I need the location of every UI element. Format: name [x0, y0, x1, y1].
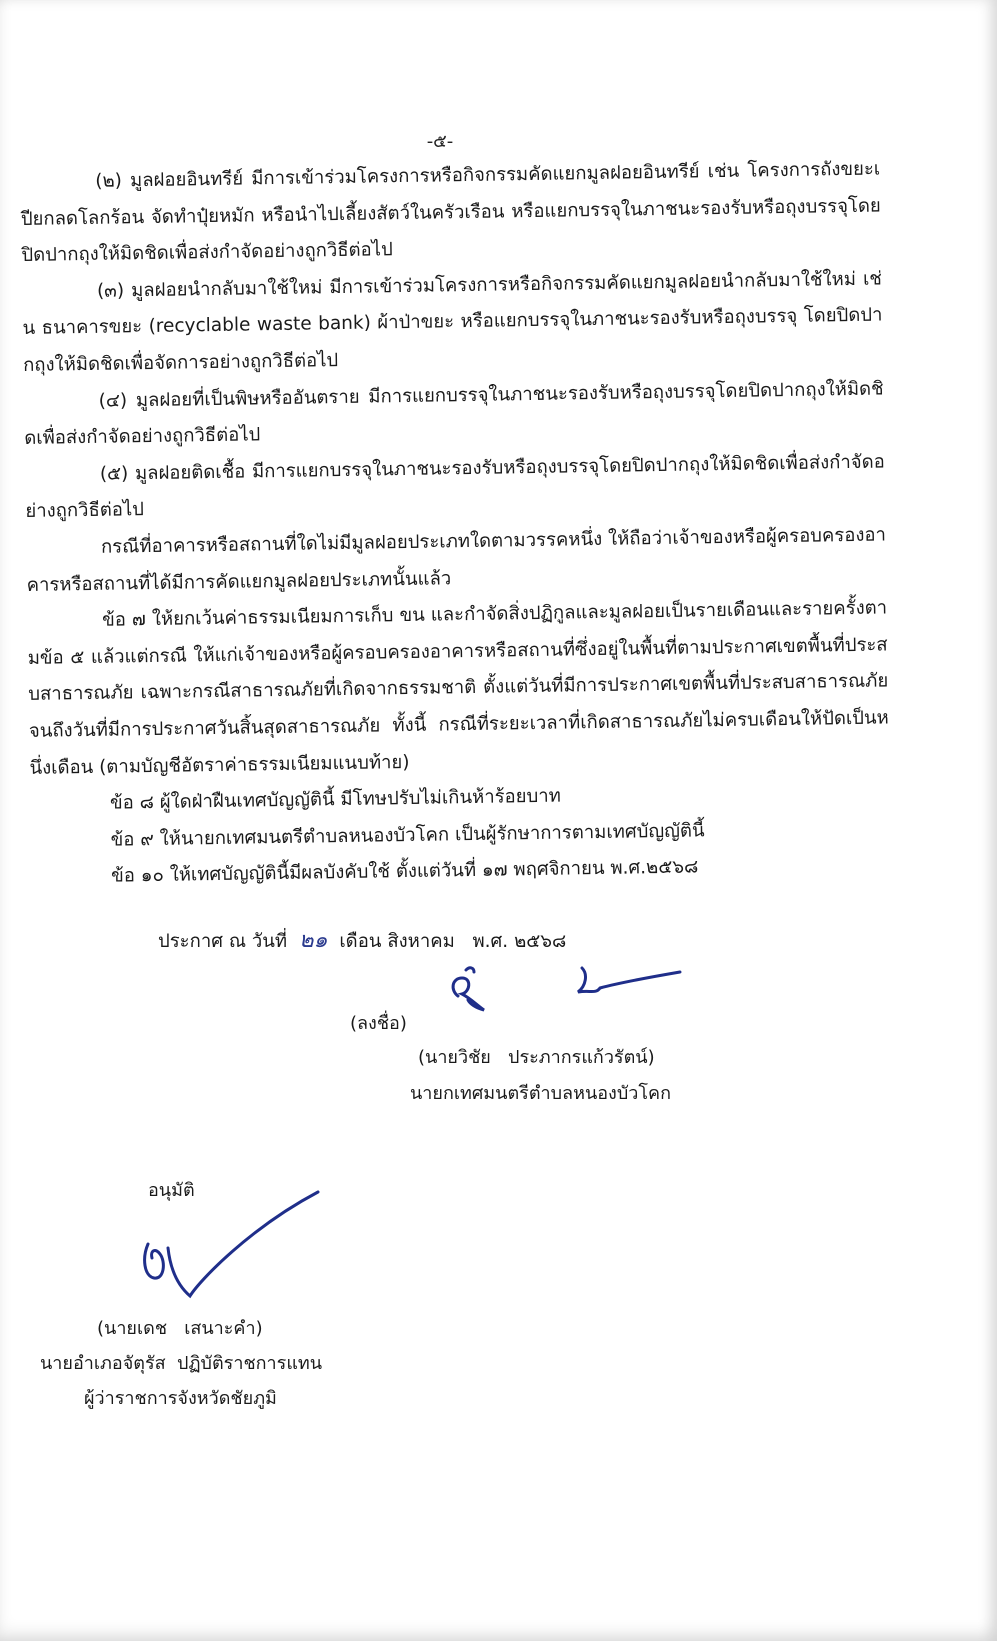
- approver-signature: [130, 1188, 330, 1308]
- signatory-name: (นายวิชัย ประภากรแก้วรัตน์): [418, 1047, 655, 1068]
- sign-label: (ลงชื่อ): [350, 1013, 407, 1034]
- signature-stroke-initial: [453, 968, 484, 1010]
- approver-name: (นายเดช เสนาะคำ): [97, 1318, 263, 1339]
- announcement-date-line: [158, 922, 566, 957]
- clause-9-enforcement: ข้อ ๙ ให้นายกเทศมนตรีตำบลหนองบัวโคก เป็นผู้รักษาการตามเทศบัญญัตินี้: [110, 820, 705, 851]
- signatory-title: นายกเทศมนตรีตำบลหนองบัวโคก: [410, 1083, 671, 1104]
- approver-signature-stroke: [145, 1192, 318, 1296]
- announcement-prefix: ประกาศ ณ วันที่: [158, 931, 288, 952]
- paragraph-hazardous-waste: (๔) มูลฝอยที่เป็นพิษหรืออันตราย มีการแยกบรรจุในภาชนะรองรับหรือถุงบรรจุโดยปิดปากถุงให้มิดชิดเพื่อส่งกำจัดอย่างถูกวิธีต่อไป: [24, 378, 884, 450]
- approver-title-line-1: นายอำเภอจัตุรัส ปฏิบัติราชการแทน: [40, 1353, 323, 1374]
- clause-7-fee-exemption: ข้อ ๗ ให้ยกเว้นค่าธรรมเนียมการเก็บ ขน และกำจัดสิ่งปฏิกูลและมูลฝอยเป็นรายเดือนและรายครั้งตามข้อ ๕ แล้วแต่กรณี ให้แก่เจ้าของหรือผู้ครอบครองอาคารหรือสถานที่ซึ่งอยู่ในพื้นที่ตามประกาศเขตพื้นที่ประสบสาธารณภัย เฉพาะกรณีสาธารณภัยที่เกิดจากธรรมชาติ ตั้งแต่วันที่มีการประกาศเขตพื้นที่ประสบสาธารณภัยจนถึงวันที่มีการประกาศวันสิ้นสุดสาธารณภัย ทั้งนี้ กรณีที่ระยะเวลาที่เกิดสาธารณภัยไม่ครบเดือนให้ปัดเป็นหนึ่งเดือน (ตามบัญชีอัตราค่าธรรมเนียมแนบท้าย): [27, 597, 889, 779]
- announcement-day: ๒๑: [299, 928, 328, 953]
- page-number: -๕-: [426, 131, 454, 152]
- clause-8-penalty: ข้อ ๘ ผู้ใดฝ่าฝืนเทศบัญญัตินี้ มีโทษปรับไม่เกินห้าร้อยบาท: [109, 785, 562, 814]
- paragraph-infectious-waste: (๕) มูลฝอยติดเชื้อ มีการแยกบรรจุในภาชนะรองรับหรือถุงบรรจุโดยปิดปากถุงให้มิดชิดเพื่อส่งกำจัดอย่างถูกวิธีต่อไป: [25, 451, 885, 523]
- signatory-signature: [440, 960, 700, 1020]
- document-body: [20, 151, 891, 896]
- paragraph-recyclable-waste: (๓) มูลฝอยนำกลับมาใช้ใหม่ มีการเข้าร่วมโครงการหรือกิจกรรมคัดแยกมูลฝอยนำกลับมาใช้ใหม่ เช่น ธนาคารขยะ (recyclable waste bank) ผ้าป่าขยะ หรือแยกบรรจุในภาชนะรองรับหรือถุงบรรจุ โดยปิดปากถุงให้มิดชิดเพื่อจัดการอย่างถูกวิธีต่อไป: [22, 268, 883, 376]
- signature-stroke-mark: [578, 968, 680, 992]
- announcement-month: เดือน สิงหาคม: [339, 931, 455, 952]
- approver-title-line-2: ผู้ว่าราชการจังหวัดชัยภูมิ: [84, 1388, 277, 1409]
- clause-10-effective-date: ข้อ ๑๐ ให้เทศบัญญัตินี้มีผลบังคับใช้ ตั้งแต่วันที่ ๑๗ พฤศจิกายน พ.ศ.๒๕๖๘: [111, 856, 699, 887]
- announcement-year: พ.ศ. ๒๕๖๘: [472, 931, 567, 952]
- approval-label: อนุมัติ: [148, 1180, 195, 1201]
- paragraph-no-waste-case: กรณีที่อาคารหรือสถานที่ใดไม่มีมูลฝอยประเภทใดตามวรรคหนึ่ง ให้ถือว่าเจ้าของหรือผู้ครอบครองอาคารหรือสถานที่ได้มีการคัดแยกมูลฝอยประเภทนั้นแล้ว: [26, 524, 887, 596]
- paragraph-organic-waste: (๒) มูลฝอยอินทรีย์ มีการเข้าร่วมโครงการหรือกิจกรรมคัดแยกมูลฝอยอินทรีย์ เช่น โครงการถังขยะเปียกลดโลกร้อน จัดทำปุ๋ยหมัก หรือนำไปเลี้ยงสัตว์ในครัวเรือน หรือแยกบรรจุในภาชนะรองรับหรือถุงบรรจุโดยปิดปากถุงให้มิดชิดเพื่อส่งกำจัดอย่างถูกวิธีต่อไป: [20, 158, 881, 267]
